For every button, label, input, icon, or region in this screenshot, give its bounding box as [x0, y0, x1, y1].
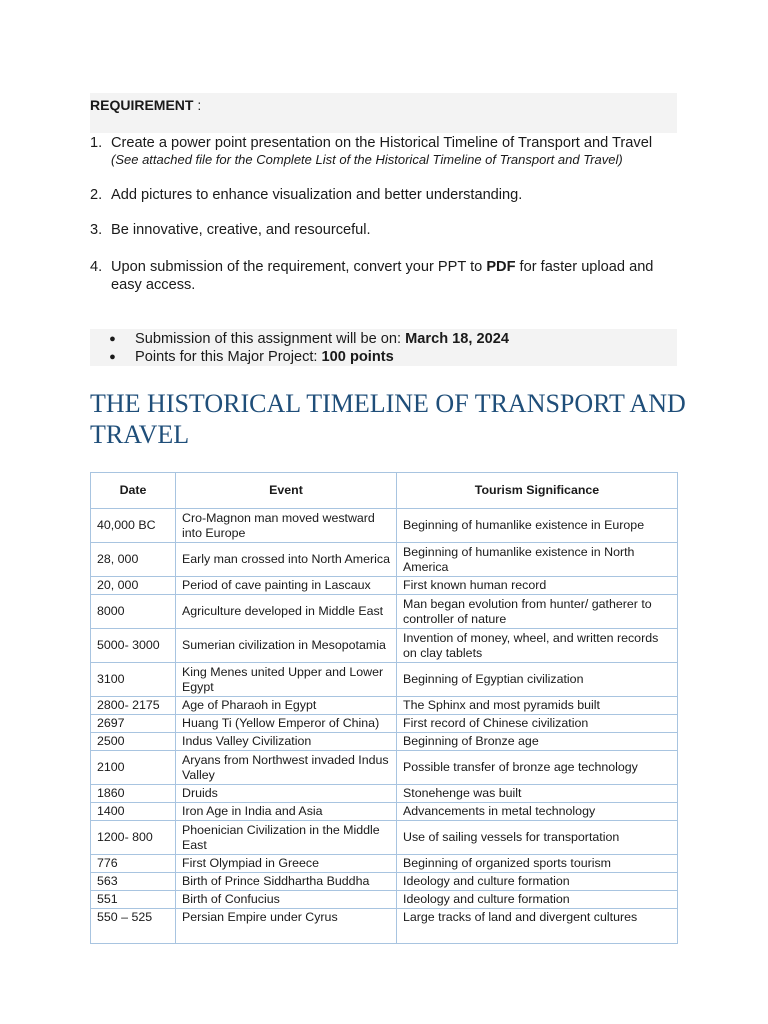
cell-date: 2800- 2175	[91, 697, 176, 715]
item-number: 1.	[90, 135, 103, 151]
cell-event: Aryans from Northwest invaded Indus Valley	[176, 751, 397, 785]
cell-significance: Ideology and culture formation	[397, 891, 678, 909]
cell-significance: Stonehenge was built	[397, 785, 678, 803]
table-row	[91, 821, 678, 855]
bullet-points	[90, 348, 394, 366]
cell-date: 551	[91, 891, 176, 909]
table-row	[91, 715, 678, 733]
cell-significance: Beginning of Egyptian civilization	[397, 663, 678, 697]
table-row	[91, 509, 678, 543]
table-row	[91, 751, 678, 785]
cell-significance: Large tracks of land and divergent cultures	[397, 909, 678, 944]
item-number: 3.	[90, 222, 103, 238]
cell-date: 776	[91, 855, 176, 873]
bullet-dot-icon: ●	[109, 333, 116, 345]
table-row	[91, 909, 678, 944]
cell-date: 1860	[91, 785, 176, 803]
item-number: 4.	[90, 259, 103, 275]
cell-date: 2100	[91, 751, 176, 785]
requirement-item-2	[90, 186, 690, 204]
page-title: THE HISTORICAL TIMELINE OF TRANSPORT AND TRAVEL	[90, 389, 686, 449]
cell-significance: Advancements in metal technology	[397, 803, 678, 821]
table-row	[91, 577, 678, 595]
table-row	[91, 891, 678, 909]
cell-significance: Possible transfer of bronze age technology	[397, 751, 678, 785]
cell-event: Early man crossed into North America	[176, 543, 397, 577]
cell-event: Phoenician Civilization in the Middle East	[176, 821, 397, 855]
cell-event: Age of Pharaoh in Egypt	[176, 697, 397, 715]
cell-date: 5000- 3000	[91, 629, 176, 663]
cell-significance: Use of sailing vessels for transportation	[397, 821, 678, 855]
cell-date: 2697	[91, 715, 176, 733]
item-text-part: Upon submission of the requirement, convert your PPT to	[111, 259, 487, 275]
cell-event: Indus Valley Civilization	[176, 733, 397, 751]
table-row	[91, 873, 678, 891]
cell-date: 563	[91, 873, 176, 891]
table-row	[91, 855, 678, 873]
item-number: 2.	[90, 187, 103, 203]
requirement-item-1	[90, 134, 690, 168]
item-text	[111, 258, 681, 294]
cell-event: Druids	[176, 785, 397, 803]
cell-significance: First record of Chinese civilization	[397, 715, 678, 733]
cell-date: 28, 000	[91, 543, 176, 577]
bullet-submission	[90, 330, 509, 348]
cell-event: Persian Empire under Cyrus	[176, 909, 397, 944]
cell-event: Cro-Magnon man moved westward into Europe	[176, 509, 397, 543]
cell-event: Birth of Confucius	[176, 891, 397, 909]
bullet-value: March 18, 2024	[405, 331, 509, 347]
cell-significance: Beginning of humanlike existence in Europe	[397, 509, 678, 543]
header-date: Date	[91, 473, 176, 509]
item-text-part: for faster upload and easy access.	[111, 259, 654, 293]
cell-date: 550 – 525	[91, 909, 176, 944]
item-text: Create a power point presentation on the Historical Timeline of Transport and Travel	[111, 135, 653, 151]
requirement-label: REQUIREMENT	[90, 97, 194, 113]
table-row	[91, 629, 678, 663]
requirement-header	[90, 93, 677, 133]
cell-event: Huang Ti (Yellow Emperor of China)	[176, 715, 397, 733]
cell-event: Birth of Prince Siddhartha Buddha	[176, 873, 397, 891]
item-text: Be innovative, creative, and resourceful.	[111, 222, 371, 238]
bullet-label: Submission of this assignment will be on:	[135, 331, 406, 347]
cell-significance: The Sphinx and most pyramids built	[397, 697, 678, 715]
timeline-table	[90, 472, 678, 944]
requirement-colon: :	[193, 97, 202, 113]
cell-event: Sumerian civilization in Mesopotamia	[176, 629, 397, 663]
bullet-value: 100 points	[321, 349, 394, 365]
cell-date: 3100	[91, 663, 176, 697]
cell-significance: Beginning of organized sports tourism	[397, 855, 678, 873]
cell-event: Period of cave painting in Lascaux	[176, 577, 397, 595]
table-body	[91, 509, 678, 944]
bullet-dot-icon: ●	[109, 351, 116, 363]
table-row	[91, 543, 678, 577]
cell-significance: Beginning of humanlike existence in North America	[397, 543, 678, 577]
cell-date: 2500	[91, 733, 176, 751]
cell-significance: Man began evolution from hunter/ gatherer to controller of nature	[397, 595, 678, 629]
table-row	[91, 733, 678, 751]
table-row	[91, 803, 678, 821]
table-row	[91, 595, 678, 629]
header-significance: Tourism Significance	[397, 473, 678, 509]
item-text-bold: PDF	[486, 259, 516, 275]
cell-date: 40,000 BC	[91, 509, 176, 543]
item-note: (See attached file for the Complete List of the Historical Timeline of Transport and Travel)	[111, 152, 623, 167]
cell-significance: First known human record	[397, 577, 678, 595]
cell-significance: Beginning of Bronze age	[397, 733, 678, 751]
table-row	[91, 697, 678, 715]
item-text: Add pictures to enhance visualization and better understanding.	[111, 187, 523, 203]
info-bullets	[90, 329, 677, 366]
requirement-item-3	[90, 221, 690, 239]
cell-event: Iron Age in India and Asia	[176, 803, 397, 821]
table-header-row	[91, 473, 678, 509]
requirement-item-4	[90, 258, 690, 294]
cell-event: King Menes united Upper and Lower Egypt	[176, 663, 397, 697]
cell-date: 1200- 800	[91, 821, 176, 855]
table-row	[91, 785, 678, 803]
cell-event: Agriculture developed in Middle East	[176, 595, 397, 629]
cell-significance: Ideology and culture formation	[397, 873, 678, 891]
header-event: Event	[176, 473, 397, 509]
cell-significance: Invention of money, wheel, and written records on clay tablets	[397, 629, 678, 663]
cell-date: 8000	[91, 595, 176, 629]
cell-date: 1400	[91, 803, 176, 821]
cell-event: First Olympiad in Greece	[176, 855, 397, 873]
table-row	[91, 663, 678, 697]
bullet-label: Points for this Major Project:	[135, 349, 322, 365]
cell-date: 20, 000	[91, 577, 176, 595]
